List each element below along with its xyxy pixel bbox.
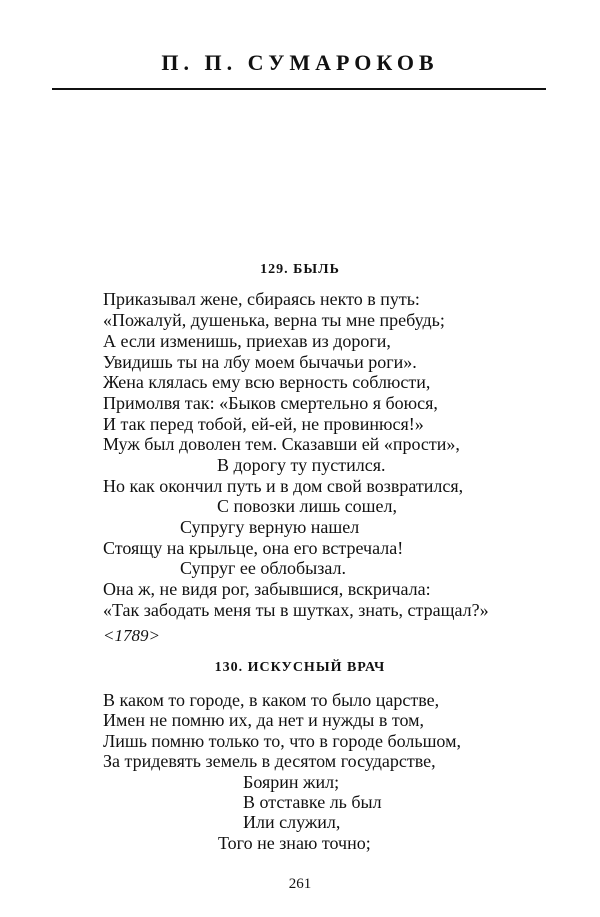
verse-line: Приказывал жене, сбираясь некто в путь:	[103, 289, 420, 309]
verse-line: Супруг ее облобызал.	[180, 558, 346, 578]
verse-line: Того не знаю точно;	[218, 832, 371, 853]
verse-line: Муж был доволен тем. Сказавши ей «прости»,	[103, 434, 460, 454]
verse-line: Лишь помню только то, что в городе большом,	[103, 730, 461, 751]
verse-line: Увидишь ты на лбу моем бычачьи роги».	[103, 352, 417, 372]
header-rule	[52, 88, 546, 90]
verse-line: В отставке ль был	[243, 792, 382, 812]
verse-line: Стоящу на крыльце, она его встречала!	[103, 538, 404, 558]
verse-line: Имен не помню их, да нет и нужды в том,	[103, 710, 425, 731]
poem-date: <1789>	[103, 626, 160, 645]
verse-line: Боярин жил;	[243, 771, 340, 792]
verse-line: Но как окончил путь и в дом свой возвратился,	[103, 476, 464, 496]
verse-line: Супругу верную нашел	[180, 517, 360, 537]
verse-line: С повозки лишь сошел,	[217, 496, 398, 516]
poem-title-129: 129. БЫЛЬ	[260, 262, 340, 277]
verse-line: «Так забодать меня ты в шутках, знать, стращал?»	[103, 600, 489, 620]
running-head-author: П. П. СУМАРОКОВ	[161, 50, 439, 75]
verse-line: И так перед тобой, ей-ей, не провинюся!»	[103, 414, 424, 434]
verse-line: Примолвя так: «Быков смертельно я боюся,	[103, 393, 438, 413]
page-number: 261	[288, 876, 312, 892]
verse-line: А если изменишь, приехав из дороги,	[103, 331, 391, 351]
verse-line: Жена клялась ему всю верность соблюсти,	[103, 372, 431, 392]
verse-line: В дорогу ту пустился.	[217, 455, 386, 475]
verse-line: «Пожалуй, душенька, верна ты мне пребудь;	[103, 310, 445, 330]
poem-title-130: 130. ИСКУСНЫЙ ВРАЧ	[214, 660, 386, 675]
verse-line: Она ж, не видя рог, забывшися, вскричала:	[103, 579, 431, 599]
verse-line: Или служил,	[243, 812, 341, 833]
verse-line: За тридевять земель в десятом государстве,	[103, 751, 436, 772]
verse-line: В каком то городе, в каком то было царстве,	[103, 690, 440, 710]
